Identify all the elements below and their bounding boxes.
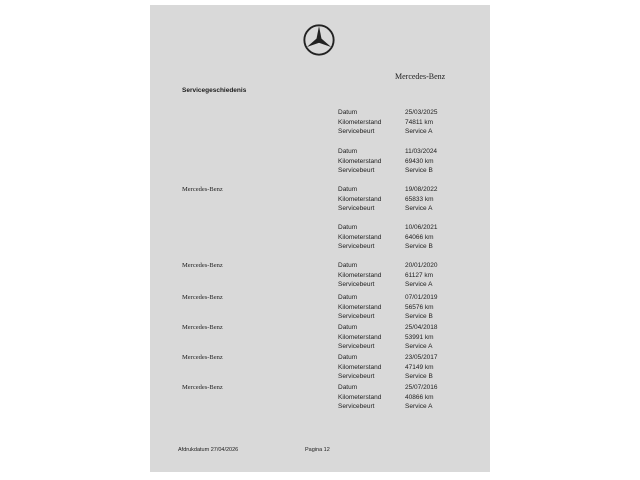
entry-field-label: Datum — [338, 186, 358, 193]
entry-line — [338, 293, 488, 303]
entry-field-value: 10/06/2021 — [405, 224, 438, 231]
entry-field-value: 23/05/2017 — [405, 354, 438, 361]
entry-brand: Mercedes-Benz — [182, 354, 223, 361]
entry-field-label: Datum — [338, 294, 358, 301]
entry-field-value: 65833 km — [405, 195, 434, 203]
entry-field-value: 11/03/2024 — [405, 148, 438, 155]
entry-line — [338, 363, 488, 373]
entry-line — [338, 242, 488, 252]
entry-field-label: Servicebeurt — [338, 281, 375, 288]
entry-field-value: Service B — [405, 167, 433, 174]
entry-field-value: 25/04/2018 — [405, 324, 438, 331]
page-title: Servicegeschiedenis — [182, 87, 247, 94]
entry-field-label: Kilometerstand — [338, 157, 382, 165]
service-entry — [150, 293, 490, 322]
footer-page-number: Pagina 12 — [305, 447, 330, 453]
entry-field-value: 61127 km — [405, 271, 434, 279]
entry-field-value: 64066 km — [405, 233, 434, 241]
entry-field-value: 53991 km — [405, 333, 434, 341]
entry-field-value: Service A — [405, 403, 433, 410]
service-entry — [150, 223, 490, 252]
entry-brand: Mercedes-Benz — [182, 294, 223, 301]
entry-line — [338, 303, 488, 313]
entry-field-label: Servicebeurt — [338, 167, 375, 174]
service-entry — [150, 261, 490, 290]
entry-field-value: 19/08/2022 — [405, 186, 438, 193]
entry-field-label: Servicebeurt — [338, 128, 375, 135]
entry-line — [338, 312, 488, 322]
entry-line — [338, 333, 488, 343]
entry-line — [338, 353, 488, 363]
entry-line — [338, 118, 488, 128]
entry-line — [338, 223, 488, 233]
entry-line — [338, 402, 488, 412]
entry-field-label: Kilometerstand — [338, 118, 382, 126]
entry-field-label: Servicebeurt — [338, 403, 375, 410]
service-entry — [150, 147, 490, 176]
entry-field-label: Datum — [338, 384, 358, 391]
entry-field-label: Servicebeurt — [338, 205, 375, 212]
document-page — [150, 5, 490, 472]
entry-field-value: Service A — [405, 281, 433, 288]
mercedes-star-icon — [302, 23, 336, 57]
entry-line — [338, 323, 488, 333]
entry-field-value: 47149 km — [405, 363, 434, 371]
entry-field-label: Datum — [338, 224, 358, 231]
entry-line — [338, 342, 488, 352]
entry-line — [338, 233, 488, 243]
service-entry — [150, 383, 490, 412]
entry-field-label: Kilometerstand — [338, 271, 382, 279]
entry-field-label: Datum — [338, 109, 358, 116]
entry-line — [338, 157, 488, 167]
entry-field-label: Servicebeurt — [338, 313, 375, 320]
entry-field-value: Service B — [405, 373, 433, 380]
entry-field-value: 56576 km — [405, 303, 434, 311]
entry-field-value: 20/01/2020 — [405, 262, 438, 269]
entry-field-value: Service A — [405, 343, 433, 350]
entry-field-value: 25/07/2016 — [405, 384, 438, 391]
entry-line — [338, 372, 488, 382]
entry-brand: Mercedes-Benz — [182, 262, 223, 269]
entry-field-label: Servicebeurt — [338, 373, 375, 380]
entry-field-label: Kilometerstand — [338, 303, 382, 311]
entry-line — [338, 108, 488, 118]
entry-field-label: Datum — [338, 148, 358, 155]
entry-field-value: Service B — [405, 243, 433, 250]
entry-field-value: Service A — [405, 205, 433, 212]
entry-line — [338, 271, 488, 281]
entry-field-value: 74811 km — [405, 118, 434, 126]
entry-field-label: Datum — [338, 262, 358, 269]
entry-field-label: Kilometerstand — [338, 195, 382, 203]
entry-field-label: Servicebeurt — [338, 343, 375, 350]
entry-brand: Mercedes-Benz — [182, 324, 223, 331]
entry-line — [338, 147, 488, 157]
entry-field-value: Service A — [405, 128, 433, 135]
entry-field-label: Kilometerstand — [338, 363, 382, 371]
service-entry — [150, 353, 490, 382]
service-entry — [150, 108, 490, 137]
entry-line — [338, 185, 488, 195]
entry-line — [338, 127, 488, 137]
entry-field-label: Servicebeurt — [338, 243, 375, 250]
entry-field-label: Datum — [338, 354, 358, 361]
entry-line — [338, 280, 488, 290]
entry-line — [338, 166, 488, 176]
entry-field-value: 25/03/2025 — [405, 109, 438, 116]
entry-field-value: Service B — [405, 313, 433, 320]
entry-field-label: Kilometerstand — [338, 333, 382, 341]
footer-print-date: Afdrukdatum 27/04/2026 — [178, 447, 239, 453]
entry-brand: Mercedes-Benz — [182, 384, 223, 391]
service-entry — [150, 185, 490, 214]
entry-field-value: 07/01/2019 — [405, 294, 438, 301]
entry-line — [338, 261, 488, 271]
entry-field-label: Kilometerstand — [338, 393, 382, 401]
entry-line — [338, 195, 488, 205]
entry-field-value: 40866 km — [405, 393, 434, 401]
entry-field-value: 69430 km — [405, 157, 434, 165]
entry-line — [338, 393, 488, 403]
entry-line — [338, 383, 488, 393]
entry-line — [338, 204, 488, 214]
entry-field-label: Kilometerstand — [338, 233, 382, 241]
entry-brand: Mercedes-Benz — [182, 186, 223, 193]
brand-header: Mercedes-Benz — [395, 72, 446, 81]
service-entry — [150, 323, 490, 352]
entry-field-label: Datum — [338, 324, 358, 331]
